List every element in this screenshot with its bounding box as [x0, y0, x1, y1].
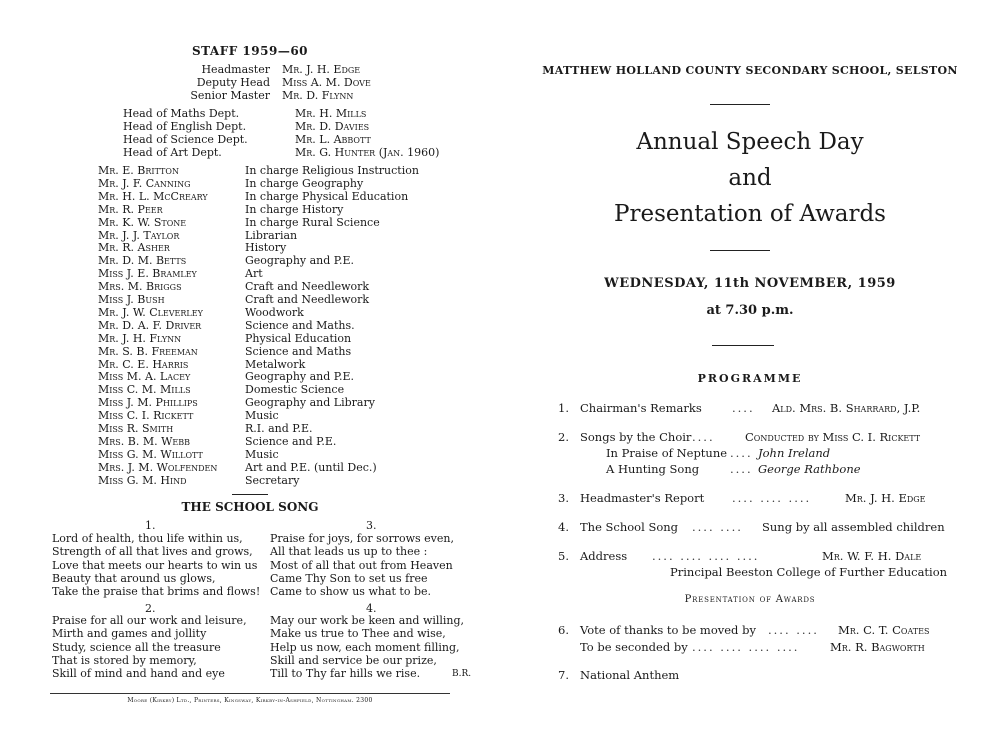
head-role: Head of Science Dept.: [123, 133, 248, 146]
event-title-line: Annual Speech Day: [636, 129, 864, 155]
song-composer: John Ireland: [758, 446, 831, 460]
verse-number: 1.: [145, 519, 156, 532]
staff-name: Mr. H. L. McCreary: [98, 189, 208, 203]
printer-rule: [50, 693, 450, 694]
staff-subject: Craft and Needlework: [245, 280, 370, 294]
item-number: 6.: [558, 623, 569, 637]
leader-dots: .... .... .... ....: [692, 640, 800, 654]
staff-name: Mr. D. M. Betts: [98, 254, 187, 268]
item-number: 7.: [558, 668, 569, 682]
staff-subject: In charge Religious Instruction: [245, 164, 419, 177]
verse-line: All that leads us up to thee :: [270, 545, 428, 559]
staff-subject: Domestic Science: [245, 383, 345, 397]
item-label: Vote of thanks to be moved by: [580, 623, 756, 637]
item-label: To be seconded by: [580, 640, 688, 654]
item-person: Mr. W. F. H. Dale: [822, 549, 922, 563]
leader-dots: ....: [692, 430, 715, 444]
school-song-title: THE SCHOOL SONG: [181, 500, 319, 514]
head-name: Mr. L. Abbott: [295, 133, 371, 146]
song-author-initials: B.R.: [452, 669, 472, 679]
staff-subject: Librarian: [245, 228, 298, 242]
verse-line: Lord of health, thou life within us,: [52, 532, 243, 545]
item-person: Mr. J. H. Edge: [845, 491, 926, 505]
staff-subject: History: [245, 241, 287, 255]
item-person-role: Principal Beeston College of Further Education: [670, 565, 948, 579]
senior-role: Headmaster: [201, 63, 270, 76]
verse-line: Skill of mind and hand and eye: [52, 667, 225, 681]
staff-subject: Music: [245, 409, 279, 423]
event-title-line: Presentation of Awards: [613, 201, 886, 227]
staff-subject: Physical Education: [245, 331, 352, 345]
senior-role: Deputy Head: [196, 76, 270, 89]
staff-name: Miss C. I. Rickett: [98, 409, 194, 423]
item-person: Mr. C. T. Coates: [838, 623, 930, 637]
head-role: Head of Maths Dept.: [123, 107, 240, 120]
staff-name: Mr. J. F. Canning: [98, 176, 191, 190]
staff-name: Miss C. M. Mills: [98, 383, 191, 397]
staff-subject: Craft and Needlework: [245, 293, 370, 306]
leader-dots: .... .... ....: [732, 491, 812, 505]
staff-subject: Secretary: [245, 473, 300, 487]
item-person: Sung by all assembled children: [762, 520, 945, 534]
verse-line: Skill and service be our prize,: [270, 653, 437, 667]
staff-subject: Science and Maths.: [245, 318, 355, 332]
staff-name: Mrs. J. M. Wolfenden: [98, 460, 218, 474]
verse-line: Praise for all our work and leisure,: [52, 614, 247, 627]
verse-line: Most of all that out from Heaven: [270, 558, 453, 572]
staff-subject: Geography and P.E.: [245, 370, 354, 384]
staff-name: Miss M. A. Lacey: [98, 370, 191, 384]
printer-imprint: Moore (Kirkby) Ltd., Printers, Kingsway, Kirkby-in-Ashfield, Nottingham. 2300: [127, 697, 373, 704]
verse-number: 3.: [366, 519, 377, 532]
item-label: National Anthem: [580, 668, 680, 682]
verse-line: Came Thy Son to set us free: [270, 571, 428, 585]
staff-subject: In charge History: [245, 202, 344, 216]
head-role: Head of Art Dept.: [123, 146, 222, 159]
event-time: at 7.30 p.m.: [706, 303, 794, 318]
head-name: Mr. H. Mills: [295, 107, 367, 120]
verse-line: Strength of all that lives and grows,: [52, 545, 253, 559]
staff-subject: Geography and P.E.: [245, 254, 354, 268]
head-role: Head of English Dept.: [123, 120, 247, 133]
staff-name: Mr. E. Britton: [98, 164, 179, 177]
verse-line: Praise for joys, for sorrows even,: [270, 532, 454, 545]
item-label: The School Song: [580, 520, 679, 534]
staff-name: Mr. D. A. F. Driver: [98, 318, 202, 332]
staff-name: Mr. K. W. Stone: [98, 215, 187, 229]
presentation-heading: Presentation of Awards: [684, 594, 816, 605]
staff-name: Mrs. M. Briggs: [98, 280, 182, 294]
item-label: Songs by the Choir: [580, 430, 692, 444]
item-person: Mr. R. Bagworth: [830, 640, 925, 654]
leader-dots: ....: [730, 462, 753, 476]
verse-number: 2.: [145, 602, 156, 615]
divider: [710, 250, 770, 251]
staff-subject: Music: [245, 447, 279, 461]
staff-title: STAFF 1959—60: [191, 44, 309, 58]
verse-line: Take the praise that brims and flows!: [52, 585, 261, 599]
staff-name: Mr. R. Asher: [98, 241, 170, 255]
staff-subject: Art and P.E. (until Dec.): [245, 460, 377, 474]
verse-line: May our work be keen and willing,: [270, 614, 465, 627]
verse: [52, 614, 247, 680]
staff-name: Mrs. B. M. Webb: [98, 434, 190, 448]
staff-subject: In charge Geography: [245, 176, 364, 190]
staff-name: Miss G. M. Hind: [98, 473, 187, 487]
verse-line: Love that meets our hearts to win us: [52, 558, 258, 572]
divider: [710, 104, 770, 105]
item-label: Headmaster's Report: [580, 491, 705, 505]
staff-subject: Geography and Library: [245, 396, 375, 410]
verse: [270, 614, 464, 680]
event-title-line: and: [728, 165, 772, 191]
cover-page: [500, 0, 1000, 735]
leader-dots: .... ....: [692, 520, 743, 534]
divider: [712, 345, 774, 346]
senior-name: Miss A. M. Dove: [282, 76, 371, 89]
leader-dots: ....: [730, 446, 753, 460]
leader-dots: .... ....: [768, 623, 819, 637]
item-number: 4.: [558, 520, 569, 534]
staff-name: Miss G. M. Willott: [98, 447, 203, 461]
school-name: MATTHEW HOLLAND COUNTY SECONDARY SCHOOL, SELSTON: [542, 64, 958, 77]
head-name: Mr. D. Davies: [295, 120, 370, 133]
senior-name: Mr. J. H. Edge: [282, 63, 361, 76]
senior-name: Mr. D. Flynn: [282, 89, 354, 102]
staff-name: Mr. J. H. Flynn: [98, 331, 182, 345]
staff-subject: Art: [245, 267, 263, 281]
staff-name: Mr. J. W. Cleverley: [98, 305, 203, 319]
song-title: A Hunting Song: [606, 462, 700, 476]
verse-line: Help us now, each moment filling,: [270, 640, 460, 654]
staff-name: Mr. R. Peer: [98, 202, 163, 216]
staff-subject: In charge Physical Education: [245, 189, 409, 203]
staff-name: Miss R. Smith: [98, 422, 174, 435]
leader-dots: ....: [732, 401, 755, 415]
staff-name: Mr. S. B. Freeman: [98, 344, 198, 358]
verse-line: That is stored by memory,: [52, 653, 197, 667]
song-title: In Praise of Neptune: [606, 446, 728, 460]
item-number: 3.: [558, 491, 569, 505]
verse: [52, 532, 260, 598]
item-person: Ald. Mrs. B. Sharrard, J.P.: [772, 401, 921, 415]
item-number: 5.: [558, 549, 569, 563]
staff-subject: In charge Rural Science: [245, 215, 380, 229]
divider: [232, 494, 268, 495]
staff-subject: Science and P.E.: [245, 434, 337, 448]
verse-line: Study, science all the treasure: [52, 640, 221, 654]
item-label: Address: [580, 549, 628, 563]
staff-subject: Metalwork: [245, 357, 306, 371]
staff-subject: R.I. and P.E.: [245, 422, 313, 435]
staff-subject: Science and Maths: [245, 344, 352, 358]
verse: [270, 532, 454, 598]
item-label: Chairman's Remarks: [580, 401, 702, 415]
item-number: 1.: [558, 401, 569, 415]
programme-title: PROGRAMME: [697, 372, 803, 385]
staff-name: Miss J. M. Phillips: [98, 396, 198, 410]
head-name: Mr. G. Hunter (Jan. 1960): [295, 146, 440, 159]
leader-dots: .... .... .... ....: [652, 549, 760, 563]
verse-line: Make us true to Thee and wise,: [270, 627, 446, 641]
verse-number: 4.: [366, 602, 377, 615]
senior-role: Senior Master: [190, 89, 270, 102]
staff-name: Mr. C. E. Harris: [98, 357, 189, 371]
staff-name: Miss J. E. Bramley: [98, 267, 197, 281]
event-date: WEDNESDAY, 11th NOVEMBER, 1959: [604, 276, 896, 291]
staff-name: Mr. J. J. Taylor: [98, 228, 180, 242]
verse-line: Till to Thy far hills we rise.: [270, 667, 421, 681]
verse-line: Beauty that around us glows,: [52, 571, 216, 585]
verse-line: Mirth and games and jollity: [52, 627, 207, 641]
staff-subject: Woodwork: [245, 305, 304, 319]
song-composer: George Rathbone: [758, 462, 861, 476]
staff-name: Miss J. Bush: [98, 293, 165, 306]
item-person: Conducted by Miss C. I. Rickett: [745, 430, 921, 444]
item-number: 2.: [558, 430, 569, 444]
verse-line: Came to show us what to be.: [270, 585, 432, 599]
